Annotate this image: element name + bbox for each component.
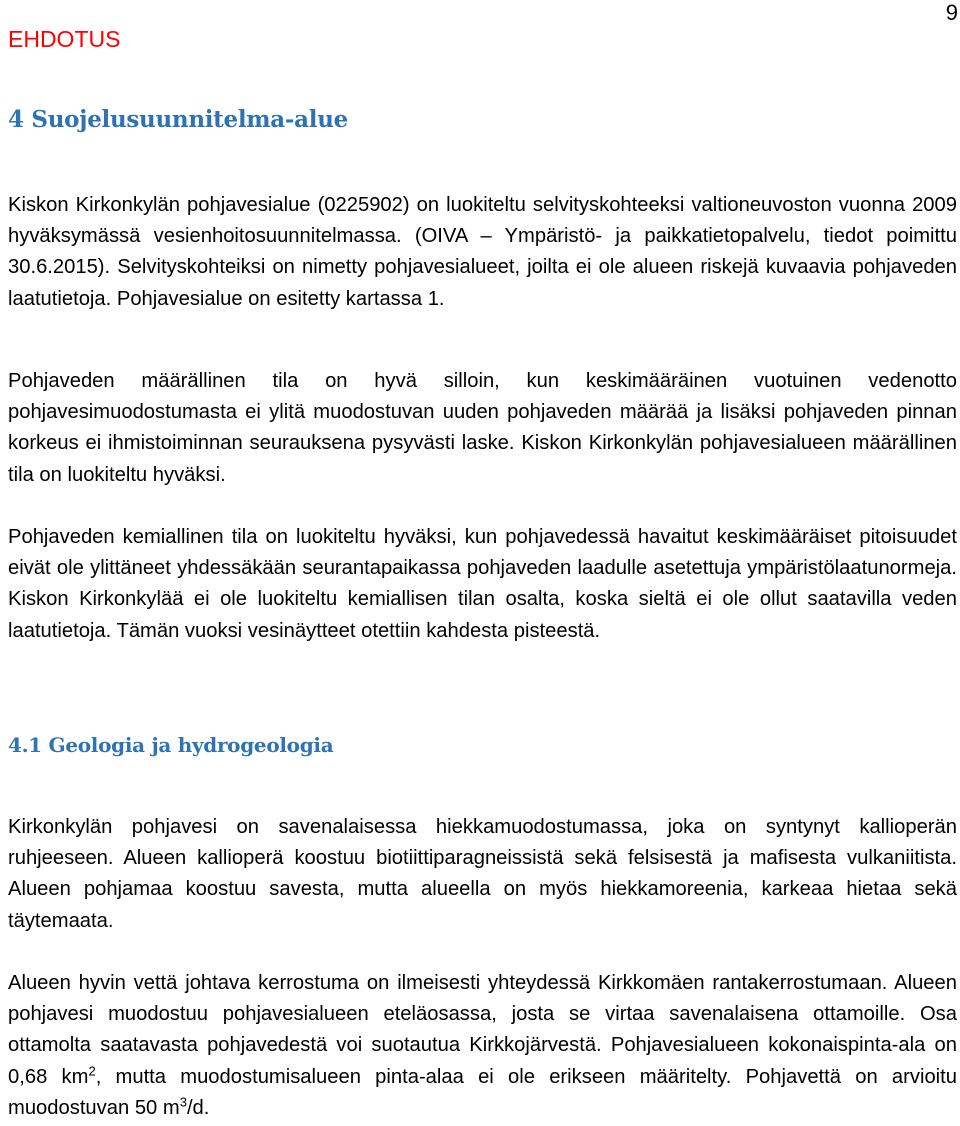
paragraph-text: , mutta muodostumisalueen pinta-alaa ei ole erikseen määritelty. Pohjavettä on arvioitu muodostuvan 50 m	[8, 1065, 957, 1119]
body-paragraph: Pohjaveden kemiallinen tila on luokiteltu hyväksi, kun pohjavedessä havaitut keskimääräiset pitoisuudet eivät ole ylittäneet yhdessäkään seurantapaikassa pohjaveden laadulle asetettuja ympäristölaatunormeja. Kiskon Kirkonkylää ei ole luokiteltu kemiallisen tilan osalta, koska sieltä ei ole ollut saatavilla veden laatutietoja. Tämän vuoksi vesinäytteet otettiin kahdesta pisteestä.	[8, 526, 957, 642]
body-paragraph: Kirkonkylän pohjavesi on savenalaisessa hiekkamuodostumassa, joka on syntynyt kallioperän ruhjeeseen. Alueen kallioperä koostuu biotiittiparagneissistä sekä felsisestä ja mafisesta vulkaniitista. Alueen pohjamaa koostuu savesta, mutta alueella on myös hiekkamoreenia, karkeaa hietaa sekä täytemaata.	[8, 816, 957, 932]
section-heading: 4 Suojelusuunnitelma-alue	[8, 106, 348, 133]
superscript-exponent: 2	[88, 1062, 96, 1078]
body-paragraph: Kiskon Kirkonkylän pohjavesialue (0225902) on luokiteltu selvityskohteeksi valtioneuvoston vuonna 2009 hyväksymässä vesienhoitosuunnitelmassa. (OIVA – Ympäristö- ja paikkatietopalvelu, tiedot poimittu 30.6.2015). Selvityskohteiksi on nimetty pohjavesialueet, joilta ei ole alueen riskejä kuvaavia pohjaveden laatutietoja. Pohjavesialue on esitetty kartassa 1.	[8, 194, 957, 310]
paragraph-text: /d.	[186, 1096, 210, 1119]
subsection-heading: 4.1 Geologia ja hydrogeologia	[8, 733, 334, 757]
body-paragraph	[8, 968, 957, 1124]
superscript-exponent: 3	[179, 1094, 187, 1110]
page-number: 9	[945, 0, 958, 25]
body-paragraph: Pohjaveden määrällinen tila on hyvä silloin, kun keskimääräinen vuotuinen vedenotto pohjavesimuodostumasta ei ylitä muodostuvan uuden pohjaveden määrää ja lisäksi pohjaveden pinnan korkeus ei ihmistoiminnan seurauksena pysyvästi laske. Kiskon Kirkonkylän pohjavesialueen määrällinen tila on luokiteltu hyväksi.	[8, 370, 957, 486]
paragraph-text: Alueen hyvin vettä johtava kerrostuma on ilmeisesti yhteydessä Kirkkomäen rantakerrostumaan. Alueen pohjavesi muodostuu pohjavesialueen eteläosassa, josta se virtaa savenalaisena ottamoille. Osa ottamolta saatavasta pohjavedestä voi suotautua Kirkkojärvestä. Pohjavesialueen kokonaispinta-ala on 0,68 km	[8, 972, 957, 1088]
draft-label: EHDOTUS	[8, 26, 121, 52]
